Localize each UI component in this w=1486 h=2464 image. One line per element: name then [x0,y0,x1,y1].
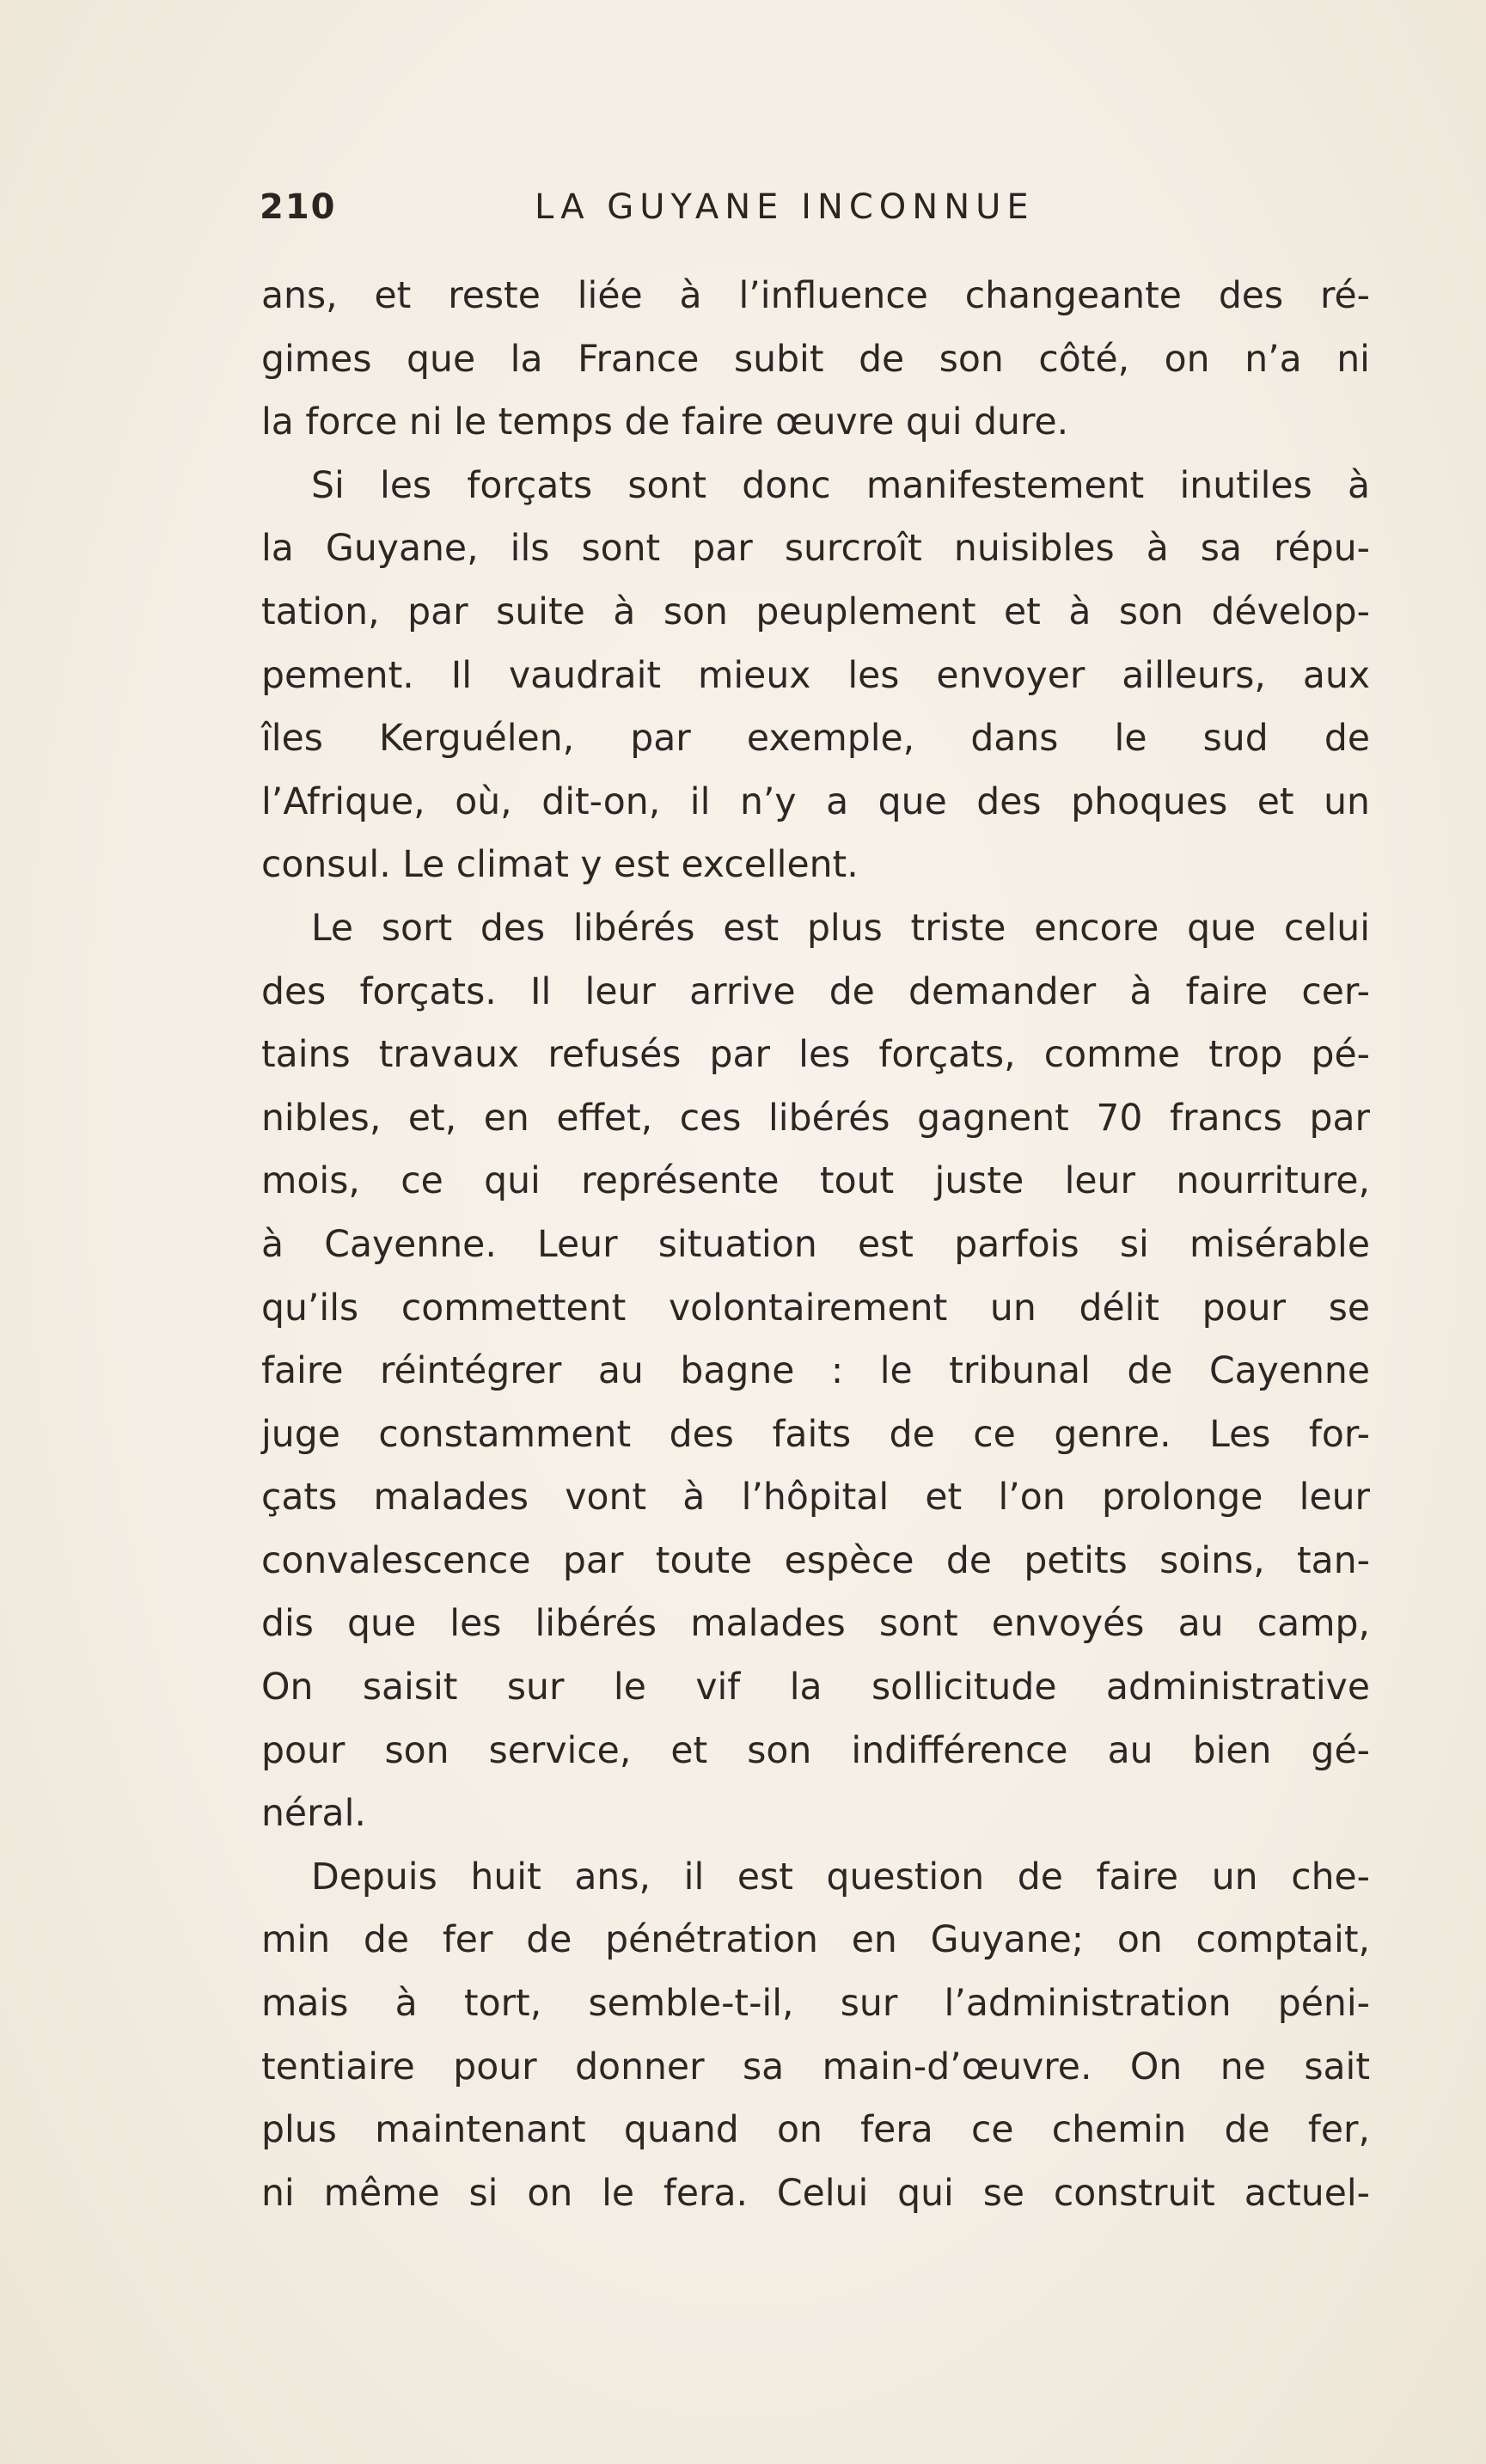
body-text [261,265,1370,2225]
text-line: qu’ils commettent volontairement un délit pour se [261,1287,1370,1330]
text-line: tains travaux refusés par les forçats, comme trop pé- [261,1034,1370,1077]
text-line: çats malades vont à l’hôpital et l’on prolonge leur [261,1477,1370,1519]
text-line: Le sort des libérés est plus triste encore que celui [311,907,1370,950]
text-line: pour son service, et son indifférence au bien gé- [261,1729,1370,1772]
text-line: l’Afrique, où, dit-on, il n’y a que des phoques et un [261,780,1370,823]
text-line: la force ni le temps de faire œuvre qui dure. [261,401,1069,444]
text-line: Depuis huit ans, il est question de faire un che- [311,1856,1370,1898]
text-line: îles Kerguélen, par exemple, dans le sud de [261,718,1370,761]
text-line: mais à tort, semble-t-il, sur l’administration péni- [261,1983,1370,2026]
text-line: la Guyane, ils sont par surcroît nuisibles à sa répu- [261,528,1370,571]
text-line: tation, par suite à son peuplement et à son dévelop- [261,590,1370,633]
text-line: néral. [261,1793,366,1836]
text-line: à Cayenne. Leur situation est parfois si misérable [261,1223,1370,1266]
running-title: LA GUYANE INCONNUE [535,187,1035,227]
text-line: ni même si on le fera. Celui qui se construit actuel- [261,2172,1370,2215]
page-number: 210 [260,187,337,227]
text-line: On saisit sur le vif la sollicitude administrative [261,1666,1370,1709]
text-line: Si les forçats sont donc manifestement inutiles à [311,464,1370,507]
text-line: pement. Il vaudrait mieux les envoyer ailleurs, aux [261,654,1370,697]
text-line: nibles, et, en effet, ces libérés gagnent 70 francs par [261,1097,1370,1140]
page-header [260,187,1344,230]
text-line: consul. Le climat y est excellent. [261,844,859,887]
text-line: tentiaire pour donner sa main-d’œuvre. On ne sait [261,2045,1370,2088]
text-line: plus maintenant quand on fera ce chemin de fer, [261,2109,1370,2152]
text-line: juge constamment des faits de ce genre. Les for- [261,1413,1370,1456]
text-line: mois, ce qui représente tout juste leur nourriture, [261,1160,1370,1203]
text-line: dis que les libérés malades sont envoyés au camp, [261,1603,1370,1646]
text-line: gimes que la France subit de son côté, on n’a ni [261,338,1370,381]
text-line: convalescence par toute espèce de petits soins, tan- [261,1539,1370,1582]
text-line: faire réintégrer au bagne : le tribunal de Cayenne [261,1350,1370,1393]
text-line: ans, et reste liée à l’influence changeante des ré- [261,275,1370,317]
text-line: des forçats. Il leur arrive de demander à faire cer- [261,970,1370,1013]
text-line: min de fer de pénétration en Guyane; on comptait, [261,1919,1370,1962]
